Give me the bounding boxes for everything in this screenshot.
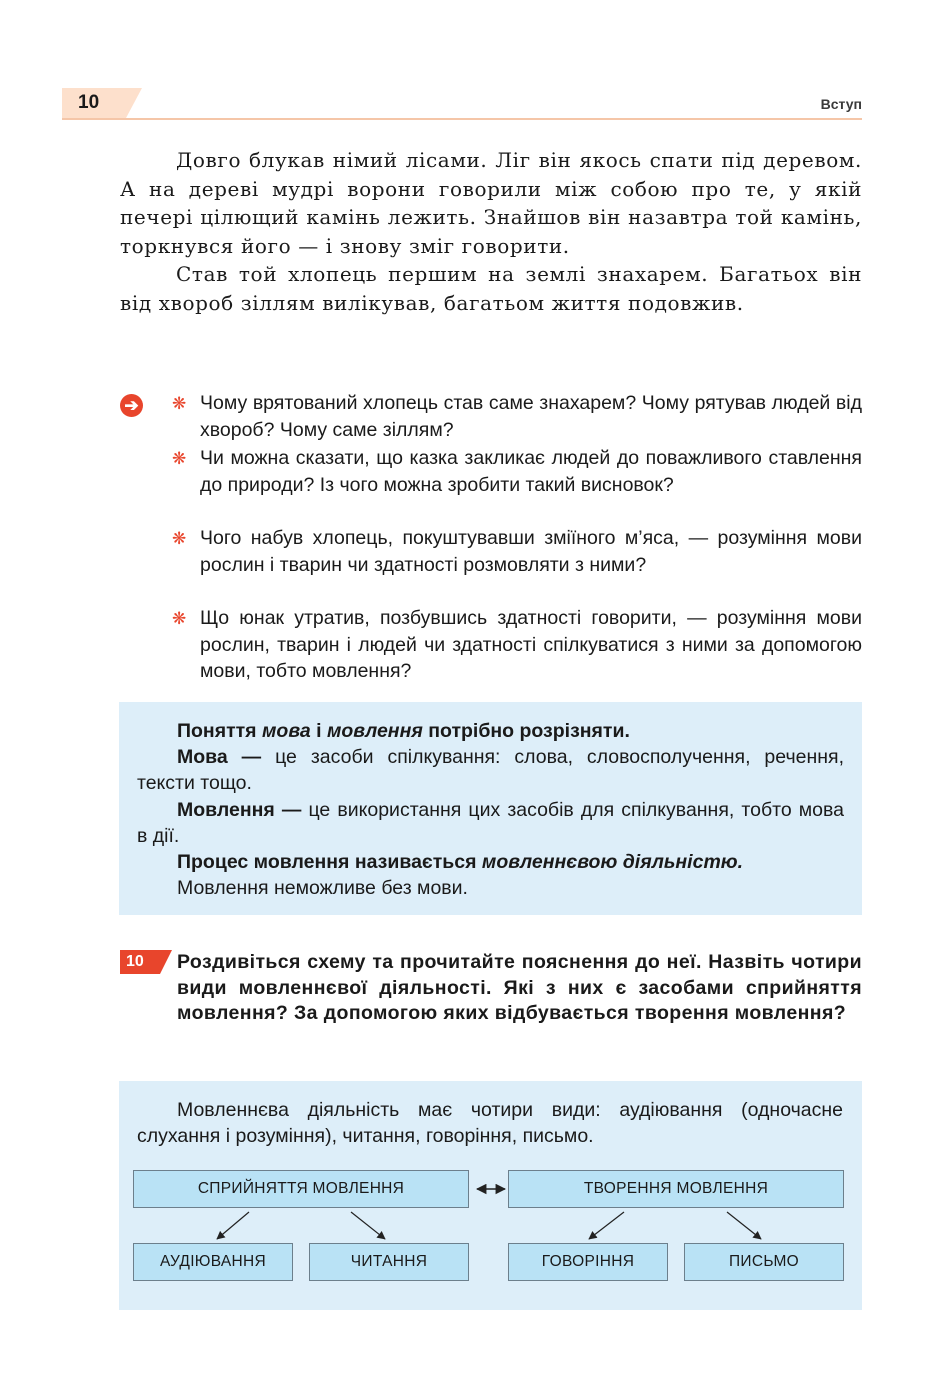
asterisk-bullet-icon: ❋ [172, 394, 187, 413]
scheme-panel [119, 1081, 862, 1310]
process-definition [137, 849, 844, 875]
page-tab-tip [126, 88, 142, 118]
rule-heading-part: Поняття [177, 720, 262, 742]
arrow-right-circle-icon: ➔ [120, 394, 143, 417]
creation-box: ТВОРЕННЯ МОВЛЕННЯ [508, 1170, 844, 1208]
question-text: Чи можна сказати, що казка закликає людей до поважливого ставлення до природи? Із чого можна зробити такий висновок? [200, 447, 862, 496]
movlennia-term: Мовлення — [177, 798, 302, 821]
task-number: 10 [126, 953, 144, 970]
task-badge-tip [160, 950, 172, 974]
arrow-to-reading [351, 1212, 385, 1239]
question-item [172, 445, 862, 498]
rule-box [119, 702, 862, 915]
rule-heading-part: потрібно розрізняти. [422, 720, 630, 742]
asterisk-bullet-icon: ❋ [172, 609, 187, 628]
task-text: Роздивіться схему та прочитайте пояснення до неї. Назвіть чотири види мовленнєвої діяльності. Які з них є засобами сприйняття мовлення? За допомогою яких відбувається творення мовлення? [177, 951, 862, 1024]
page-header [62, 88, 862, 120]
section-title: Вступ [820, 96, 862, 112]
perception-box: СПРИЙНЯТТЯ МОВЛЕННЯ [133, 1170, 469, 1208]
rule-heading-part: і [310, 720, 327, 742]
header-rule [62, 118, 862, 120]
process-term: мовленнєвою діяльністю. [481, 851, 744, 874]
rule-conclusion: Мовлення неможливе без мови. [177, 877, 468, 900]
task-number-badge [120, 950, 160, 974]
mova-definition [137, 744, 844, 796]
arrow-to-writing [727, 1212, 761, 1239]
asterisk-bullet-icon: ❋ [172, 529, 187, 548]
movlennia-def-text: це використання цих засобів для спілкування, тобто мова в дії. [137, 798, 844, 847]
page-number-tab [62, 88, 126, 118]
page-number: 10 [78, 92, 100, 113]
rule-heading [137, 718, 844, 744]
speaking-box: ГОВОРІННЯ [508, 1243, 668, 1281]
story-paragraph: Довго блукав німий лісами. Ліг він якось спати під деревом. А на дереві мудрі ворони говорили між собою про те, у якій печері цілющий камінь лежить. Знайшов він назавтра той камінь, торкнувся його — і знову зміг говорити. [120, 148, 862, 258]
question-item [172, 605, 862, 685]
term-mova: мова [261, 720, 311, 742]
question-text: Що юнак утратив, позбувшись здатності говорити, — розуміння мови рослин, тварин і людей чи здатності спілкуватися з ними за допомогою мови, тобто мовлення? [200, 607, 862, 682]
story-paragraph: Став той хлопець першим на землі знахарем. Багатьох він від хвороб зіллям вилікував, багатьом життя подовжив. [120, 262, 862, 315]
arrow-to-listening [217, 1212, 249, 1239]
movlennia-definition [137, 797, 844, 849]
question-text: Чого набув хлопець, покуштувавши зміїного м’яса, — розуміння мови рослин і тварин чи здатності розмовляти з ними? [200, 527, 862, 576]
reading-box: ЧИТАННЯ [309, 1243, 469, 1281]
scheme-intro: Мовленнєва діяльність має чотири види: аудіювання (одночасне слухання і розуміння), читання, говоріння, письмо. [137, 1099, 843, 1147]
listening-box: АУДІЮВАННЯ [133, 1243, 293, 1281]
process-text: Процес мовлення називається [177, 851, 482, 874]
mova-def-text: це засоби спілкування: слова, словосполучення, речення, тексти тощо. [137, 746, 844, 795]
question-item [172, 390, 862, 443]
writing-box: ПИСЬМО [684, 1243, 844, 1281]
question-item [172, 525, 862, 578]
arrow-to-speaking [589, 1212, 624, 1239]
story-text [120, 146, 862, 317]
asterisk-bullet-icon: ❋ [172, 449, 187, 468]
mova-term: Мова — [177, 746, 262, 769]
term-movlennia: мовлення [326, 720, 423, 742]
question-text: Чому врятований хлопець став саме знахарем? Чому рятував людей від хвороб? Чому саме зіллям? [200, 392, 862, 441]
